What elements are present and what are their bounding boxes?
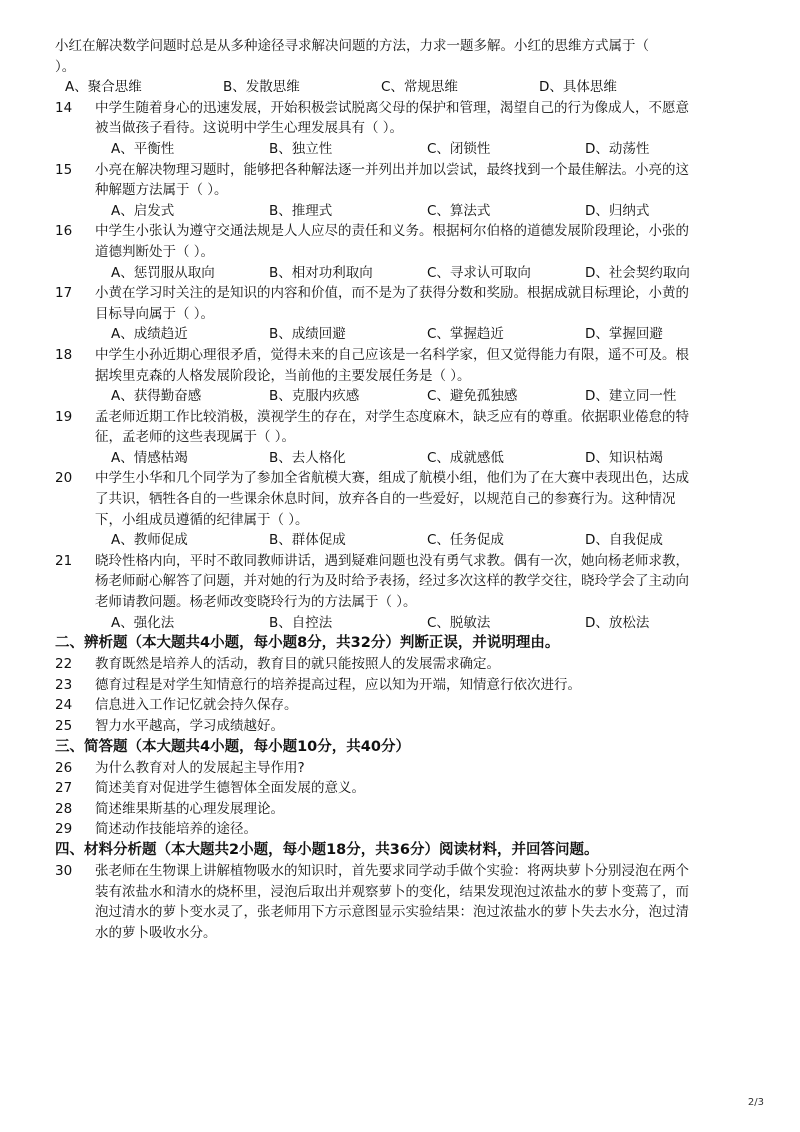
option-d: D、自我促成 <box>585 532 663 549</box>
options-row <box>55 77 755 98</box>
option-b: B、独立性 <box>269 140 333 157</box>
question-stem-line: 中学生小华和几个同学为了参加全省航模大赛，组成了航模小组，他们为了在大赛中表现出色，达成 <box>95 470 689 487</box>
question-stem-line: 被当做孩子看待。这说明中学生心理发展具有（ ）。 <box>95 120 404 137</box>
question-15 <box>55 160 755 201</box>
question-stem-line: 下，小组成员遵循的纪律属于（ ）。 <box>95 511 309 528</box>
option-a: A、惩罚服从取向 <box>111 264 215 281</box>
question-stem-line: 装有浓盐水和清水的烧杯里，浸泡后取出并观察萝卜的变化，结果发现泡过浓盐水的萝卜变蔫了，而 <box>95 883 689 900</box>
question-stem-line: 杨老师耐心解答了问题，并对她的行为及时给予表扬，经过多次这样的教学交往，晓玲学会了主动向 <box>95 573 689 590</box>
option-a: A、强化法 <box>111 614 175 631</box>
question-stem-line: 道德判断处于（ ）。 <box>95 243 215 260</box>
option-c: C、闭锁性 <box>427 140 491 157</box>
question-number: 17 <box>55 285 73 302</box>
section-title: 三、简答题（本大题共4小题，每小题10分，共40分） <box>55 738 410 755</box>
options-row <box>55 263 755 284</box>
question-24 <box>55 695 755 716</box>
question-stem-line: 目标导向属于（ ）。 <box>95 305 215 322</box>
option-b: B、群体促成 <box>269 532 346 549</box>
question-stem-line: 中学生随着身心的迅速发展，开始积极尝试脱离父母的保护和管理，渴望自己的行为像成人，不愿意 <box>95 99 689 116</box>
option-a: A、启发式 <box>111 202 175 219</box>
question-stem-line: 种解题方法属于（ ）。 <box>95 182 228 199</box>
question-stem-line: 中学生小孙近期心理很矛盾，觉得未来的自己应该是一名科学家，但又觉得能力有限，遥不可及。根 <box>95 346 689 363</box>
question-27 <box>55 778 755 799</box>
option-c: C、避免孤独感 <box>427 388 518 405</box>
question-stem-line: 张老师在生物课上讲解植物吸水的知识时，首先要求同学动手做个实验：将两块萝卜分别浸泡在两个 <box>95 862 689 879</box>
question-stem-line: 小红在解决数学问题时总是从多种途径寻求解决问题的方法，力求一题多解。小红的思维方式属于（ <box>55 38 649 54</box>
exam-page <box>55 36 755 943</box>
option-d: D、归纳式 <box>585 202 650 219</box>
option-c: C、掌握趋近 <box>427 326 504 343</box>
option-d: D、知识枯竭 <box>585 449 663 466</box>
question-stem-line: 孟老师近期工作比较消极，漠视学生的存在，对学生态度麻木，缺乏应有的尊重。依据职业倦怠的特 <box>95 408 689 425</box>
question-stem-line: ）。 <box>55 58 76 75</box>
question-28 <box>55 799 755 820</box>
question-stem-line: 征，孟老师的这些表现属于（ ）。 <box>95 429 296 446</box>
question-number: 25 <box>55 718 73 734</box>
option-c: C、寻求认可取向 <box>427 264 531 281</box>
option-a: A、成绩趋近 <box>111 326 188 343</box>
option-d: D、建立同一性 <box>585 388 677 405</box>
option-b: B、推理式 <box>269 202 333 219</box>
page-number: 2/3 <box>747 1097 764 1108</box>
question-text: 信息进入工作记忆就会持久保存。 <box>95 697 298 714</box>
option-d: D、社会契约取向 <box>585 264 690 281</box>
question-number: 27 <box>55 780 73 797</box>
question-17 <box>55 283 755 324</box>
question-number: 16 <box>55 223 73 240</box>
question-text: 教育既然是培养人的活动，教育目的就只能按照人的发展需求确定。 <box>95 656 500 673</box>
option-b: B、自控法 <box>269 614 333 631</box>
option-d: D、掌握回避 <box>585 326 663 343</box>
question-stem-line: 小黄在学习时关注的是知识的内容和价值，而不是为了获得分数和奖励。根据成就目标理论，小黄的 <box>95 285 689 302</box>
question-number: 20 <box>55 470 73 487</box>
option-b: B、成绩回避 <box>269 326 346 343</box>
question-stem-line: 小亮在解决物理习题时，能够把各种解法逐一并列出并加以尝试，最终找到一个最佳解法。小亮的这 <box>95 161 689 178</box>
question-number: 14 <box>55 99 73 116</box>
option-b: B、克服内疚感 <box>269 388 360 405</box>
question-text: 智力水平越高，学习成绩越好。 <box>95 718 284 734</box>
question-29 <box>55 819 755 840</box>
option-c: C、任务促成 <box>427 532 504 549</box>
option-c: C、常规思维 <box>381 79 458 96</box>
question-text: 简述维果斯基的心理发展理论。 <box>95 800 284 817</box>
option-d: D、放松法 <box>585 614 650 631</box>
question-number: 19 <box>55 408 73 425</box>
question-number: 30 <box>55 862 73 879</box>
question-26 <box>55 758 755 779</box>
options-row <box>55 386 755 407</box>
option-b: B、相对功利取向 <box>269 264 373 281</box>
question-23 <box>55 675 755 696</box>
question-number: 22 <box>55 656 73 673</box>
option-b: B、发散思维 <box>223 79 300 96</box>
option-a: A、平衡性 <box>111 140 175 157</box>
question-30 <box>55 861 755 943</box>
question-13 <box>55 36 755 98</box>
option-a: A、获得勤奋感 <box>111 388 202 405</box>
option-d: D、具体思维 <box>539 79 617 96</box>
question-number: 29 <box>55 821 73 838</box>
question-20 <box>55 468 755 530</box>
question-stem-line: 晓玲性格内向，平时不敢同教师讲话，遇到疑难问题也没有勇气求教。偶有一次，她向杨老师求教， <box>95 552 689 569</box>
options-row <box>55 613 755 634</box>
option-c: C、成就感低 <box>427 449 504 466</box>
option-a: A、教师促成 <box>111 532 188 549</box>
option-b: B、去人格化 <box>269 449 346 466</box>
question-text: 简述动作技能培养的途径。 <box>95 821 257 838</box>
section-title: 二、辨析题（本大题共4小题，每小题8分，共32分）判断正误，并说明理由。 <box>55 635 560 652</box>
question-25 <box>55 716 755 737</box>
question-18 <box>55 345 755 386</box>
question-19 <box>55 407 755 448</box>
option-a: A、情感枯竭 <box>111 449 188 466</box>
section-title: 四、材料分析题（本大题共2小题，每小题18分，共36分）阅读材料，并回答问题。 <box>55 841 599 858</box>
option-c: C、算法式 <box>427 202 491 219</box>
options-row <box>55 530 755 551</box>
question-number: 26 <box>55 759 73 776</box>
question-number: 18 <box>55 346 73 363</box>
question-text: 为什么教育对人的发展起主导作用? <box>95 759 305 776</box>
question-text: 简述美育对促进学生德智体全面发展的意义。 <box>95 780 365 797</box>
question-stem-line: 泡过清水的萝卜变水灵了，张老师用下方示意图显示实验结果：泡过浓盐水的萝卜失去水分，泡过清 <box>95 904 689 921</box>
question-number: 28 <box>55 800 73 817</box>
question-16 <box>55 221 755 262</box>
question-number: 15 <box>55 161 73 178</box>
question-text: 德育过程是对学生知情意行的培养提高过程，应以知为开端，知情意行依次进行。 <box>95 676 581 693</box>
question-stem-line: 中学生小张认为遵守交通法规是人人应尽的责任和义务。根据柯尔伯格的道德发展阶段理论，小张的 <box>95 223 689 240</box>
question-stem-line: 据埃里克森的人格发展阶段论，当前他的主要发展任务是（ ）。 <box>95 367 471 384</box>
question-number: 23 <box>55 676 73 693</box>
question-stem-line: 了共识，牺牲各自的一些课余休息时间，放弃各自的一些爱好，以规范自己的参赛行为。这种情况 <box>95 491 676 508</box>
question-stem-line: 老师请教问题。杨老师改变晓玲行为的方法属于（ ）。 <box>95 594 417 611</box>
options-row <box>55 139 755 160</box>
question-21 <box>55 551 755 613</box>
option-a: A、聚合思维 <box>65 79 142 96</box>
options-row <box>55 324 755 345</box>
question-stem-line: 水的萝卜吸收水分。 <box>95 924 217 941</box>
option-c: C、脱敏法 <box>427 614 491 631</box>
question-number: 21 <box>55 552 73 569</box>
question-22 <box>55 654 755 675</box>
options-row <box>55 448 755 469</box>
option-d: D、动荡性 <box>585 140 650 157</box>
question-number: 24 <box>55 697 73 714</box>
options-row <box>55 201 755 222</box>
question-14 <box>55 98 755 139</box>
